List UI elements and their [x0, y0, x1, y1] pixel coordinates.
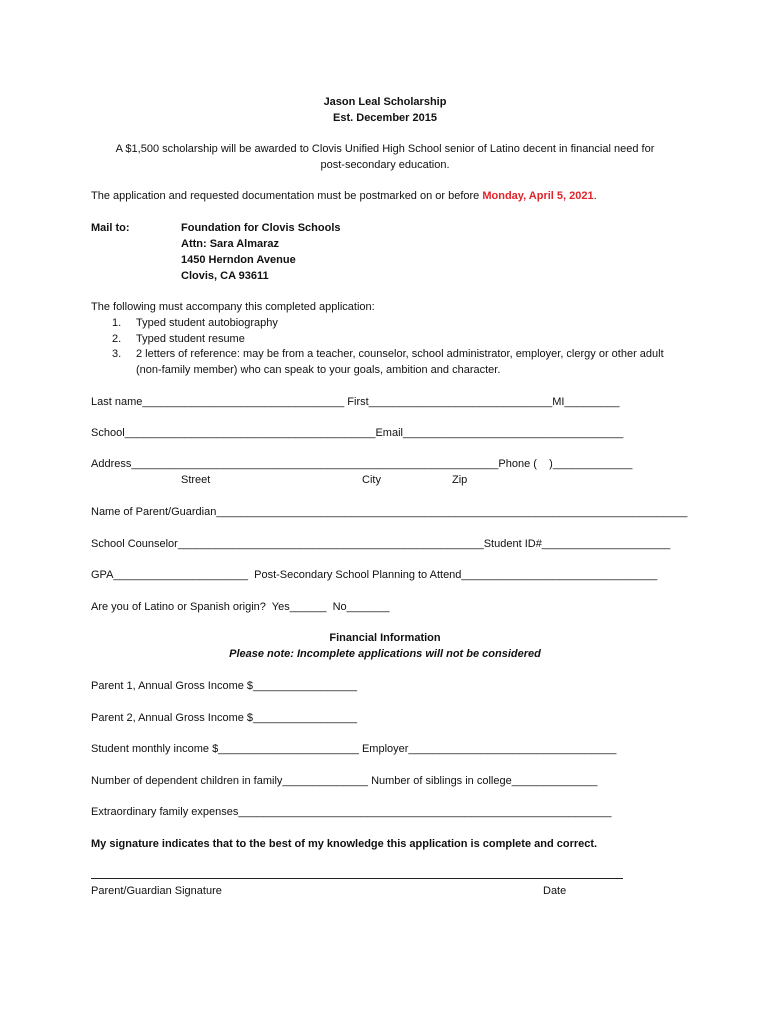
signature-line[interactable]: [91, 878, 623, 879]
list-text: Typed student autobiography: [136, 317, 278, 329]
signature-label: Parent/Guardian Signature: [91, 885, 222, 897]
mail-to-label: Mail to:: [91, 222, 130, 234]
gpa-school-plan-fields[interactable]: GPA______________________ Post-Secondary School Planning to Attend________________________________: [91, 569, 658, 581]
deadline-end: .: [593, 190, 597, 202]
requirements-list: [91, 316, 681, 378]
list-number: 1.: [112, 317, 122, 329]
established-date: Est. December 2015: [333, 112, 437, 124]
student-income-employer-fields[interactable]: Student monthly income $_______________________ Employer__________________________________: [91, 743, 617, 755]
parent1-income-field[interactable]: Parent 1, Annual Gross Income $_________________: [91, 680, 358, 692]
address-street-label: Street: [181, 474, 211, 486]
list-item: [91, 347, 681, 378]
counselor-studentid-fields[interactable]: School Counselor__________________________________________________Student ID#_____________________: [91, 538, 671, 550]
parent-guardian-field[interactable]: Name of Parent/Guardian_____________________________________________________________________________: [91, 506, 688, 518]
mail-address-line-4: Clovis, CA 93611: [181, 270, 269, 282]
scholarship-title: Jason Leal Scholarship: [323, 96, 447, 108]
latino-origin-field[interactable]: Are you of Latino or Spanish origin? Yes______ No_______: [91, 601, 390, 613]
signature-statement: My signature indicates that to the best of my knowledge this application is complete and correct.: [91, 838, 598, 850]
mail-address-line-2: Attn: Sara Almaraz: [181, 238, 280, 250]
financial-heading: Financial Information: [329, 632, 441, 644]
mail-address-line-1: Foundation for Clovis Schools: [181, 222, 341, 234]
list-text: Typed student resume: [136, 332, 245, 345]
deadline-text: The application and requested documentation must be postmarked on or before: [91, 190, 483, 202]
date-label: Date: [543, 885, 567, 897]
school-email-fields[interactable]: School_________________________________________Email____________________________________: [91, 427, 624, 439]
mail-address-line-3: 1450 Herndon Avenue: [181, 254, 296, 266]
deadline-date: Monday, April 5, 2021: [482, 190, 594, 202]
name-fields[interactable]: Last name_________________________________ First______________________________MI_________: [91, 396, 620, 408]
parent2-income-field[interactable]: Parent 2, Annual Gross Income $_________________: [91, 712, 358, 724]
family-expenses-field[interactable]: Extraordinary family expenses_____________________________________________________________: [91, 806, 612, 818]
address-zip-label: Zip: [452, 474, 468, 486]
list-item: [91, 316, 681, 332]
requirements-intro: The following must accompany this completed application:: [91, 301, 375, 313]
list-number: 2.: [112, 332, 122, 345]
address-city-label: City: [362, 474, 381, 486]
intro-line-2: post-secondary education.: [320, 159, 450, 171]
financial-note: Please note: Incomplete applications will not be considered: [229, 648, 541, 660]
list-text: 2 letters of reference: may be from a teacher, counselor, school administrator, employer, clergy or other adult (non-family member) who can speak to your goals, ambition and character.: [136, 348, 664, 376]
list-number: 3.: [112, 348, 122, 361]
address-phone-fields[interactable]: Address____________________________________________________________Phone ( )_____________: [91, 458, 633, 470]
deadline-statement: [91, 189, 597, 203]
dependents-siblings-fields[interactable]: Number of dependent children in family______________ Number of siblings in college______________: [91, 775, 598, 787]
list-item: [91, 332, 681, 348]
intro-line-1: A $1,500 scholarship will be awarded to Clovis Unified High School senior of Latino decent in financial need for: [115, 143, 655, 155]
